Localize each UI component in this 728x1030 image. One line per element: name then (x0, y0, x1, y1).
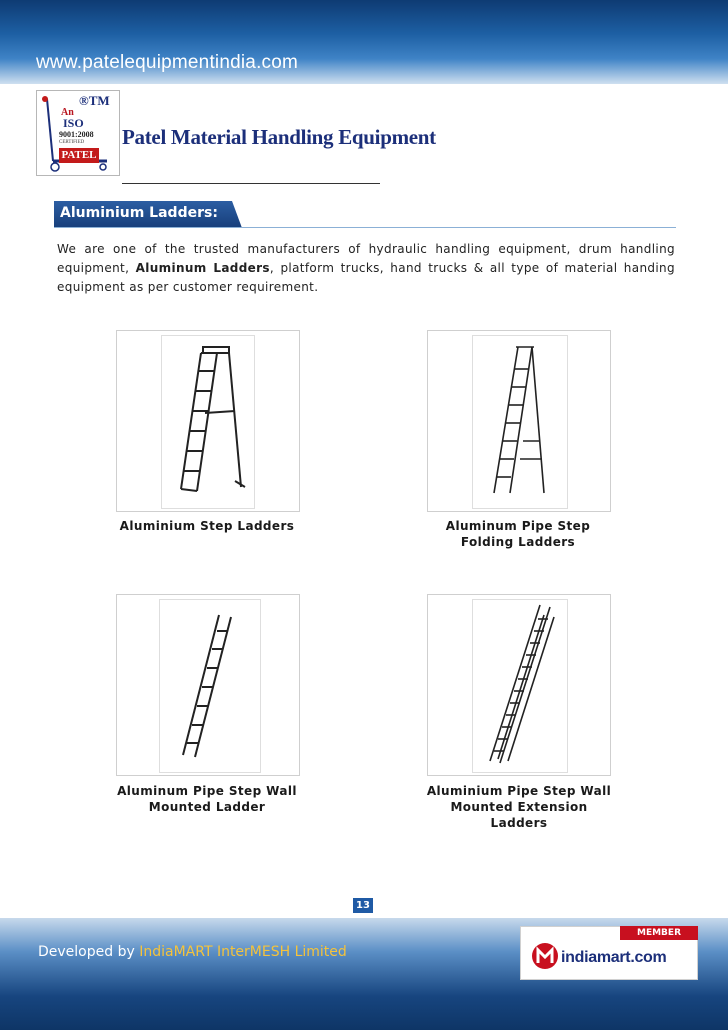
trademark-mark: ®TM (79, 93, 110, 108)
developed-by-label: Developed by (38, 944, 140, 960)
section-divider (54, 227, 676, 228)
developed-by (38, 944, 347, 960)
header-banner (0, 0, 728, 84)
intro-text-2: , platform trucks, hand trucks & all type of material handing equipment as per customer requirement. (57, 261, 675, 294)
extension-ladder-icon (428, 595, 610, 775)
intro-text-1: We are one of the trusted manufacturers of hydraulic handling equipment, drum handling equipment, (57, 242, 675, 275)
product-caption: Aluminum Pipe Step Folding Ladders (445, 519, 591, 549)
product-card-wall-ladder[interactable] (116, 594, 300, 776)
indiamart-brand: indiamart.com (561, 949, 667, 966)
product-caption: Aluminium Pipe Step Wall Mounted Extension Ladders (426, 784, 612, 830)
product-card-extension-ladder[interactable] (427, 594, 611, 776)
product-caption: Aluminium Step Ladders (119, 519, 295, 533)
indiamart-member-badge[interactable] (520, 926, 698, 980)
folding-ladder-icon (428, 331, 610, 511)
developer-link[interactable]: IndiaMART InterMESH Limited (139, 944, 347, 960)
section-title: Aluminium Ladders: (60, 205, 218, 221)
company-name: Patel Material Handling Equipment (122, 125, 436, 149)
footer-banner (0, 918, 728, 1030)
logo-certified: CERTIFIED (59, 140, 85, 145)
wall-ladder-icon (117, 595, 299, 775)
product-caption: Aluminum Pipe Step Wall Mounted Ladder (117, 784, 297, 814)
logo-iso: ISO (63, 116, 84, 130)
indiamart-logo-icon (531, 941, 559, 971)
logo-brand: PATEL (59, 148, 99, 163)
logo-an: An (61, 107, 74, 118)
company-logo (36, 90, 120, 176)
company-divider (122, 183, 380, 184)
website-url[interactable]: www.patelequipmentindia.com (36, 52, 299, 73)
page-number: 13 (353, 898, 373, 913)
member-label: MEMBER (620, 926, 698, 940)
logo-standard: 9001:2008 (59, 130, 94, 139)
intro-highlight: Aluminum Ladders (135, 261, 270, 275)
intro-paragraph (57, 240, 675, 297)
product-card-folding-ladder[interactable] (427, 330, 611, 512)
step-ladder-icon (117, 331, 299, 511)
product-card-step-ladder[interactable] (116, 330, 300, 512)
